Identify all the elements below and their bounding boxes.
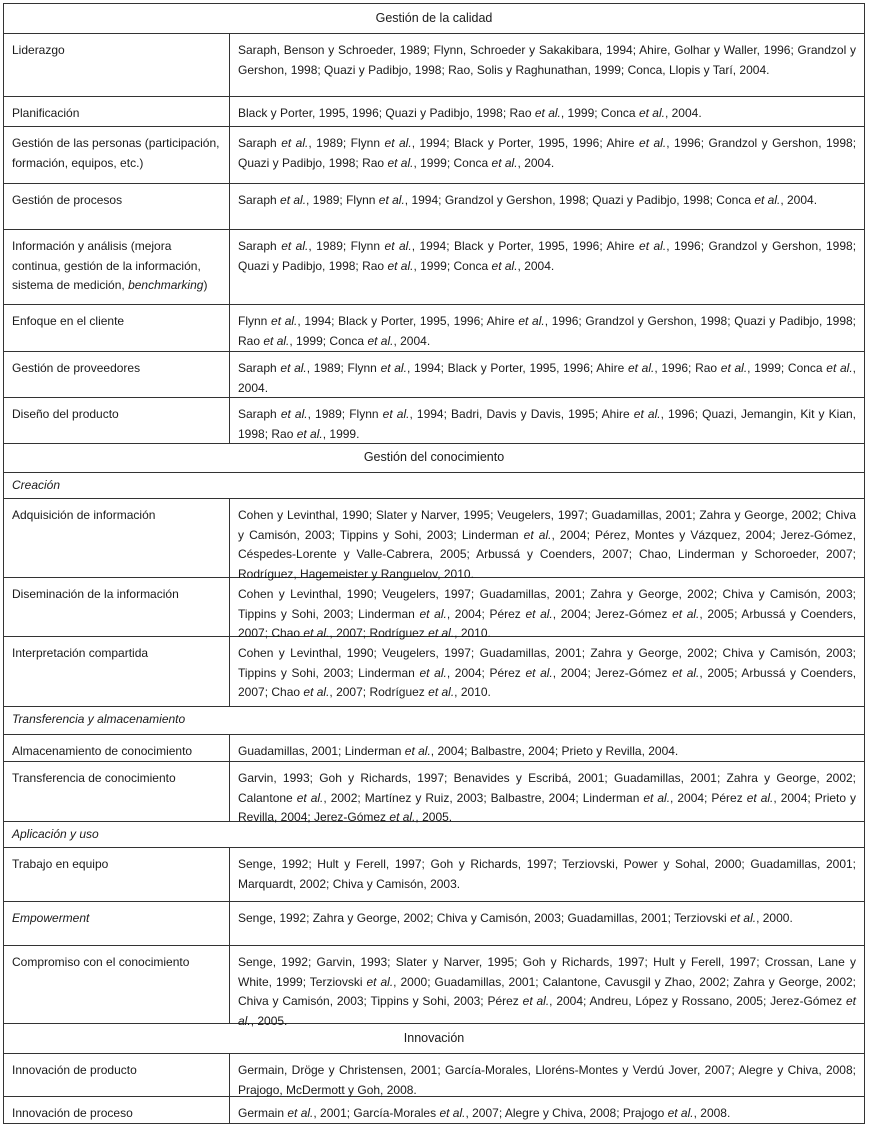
table-row [4, 33, 864, 96]
dimension-label: Transferencia de conocimiento [4, 762, 230, 821]
table-row [4, 304, 864, 351]
dimension-label: Información y análisis (mejora continua, gestión de la información, sistema de medición, benchmarking) [4, 230, 230, 304]
dimension-label: Innovación de producto [4, 1054, 230, 1096]
subsection-header-transferencia-y-almacenamiento: Transferencia y almacenamiento [4, 706, 864, 734]
references-cell: Black y Porter, 1995, 1996; Quazi y Padibjo, 1998; Rao et al., 1999; Conca et al., 2004. [238, 106, 702, 120]
table-row [4, 126, 864, 183]
references-cell: Guadamillas, 2001; Linderman et al., 2004; Balbastre, 2004; Prieto y Revilla, 2004. [238, 744, 679, 758]
table-row [4, 1096, 864, 1123]
table-row [4, 761, 864, 824]
references-cell: Cohen y Levinthal, 1990; Slater y Narver, 1995; Veugelers, 1997; Guadamillas, 2001; Zahra y George, 2002; Chiva y Camisón, 2003; Tippins y Sohi, 2003; Linderman et al., 2004; Pérez, Montes y Vázquez, 2004; Jerez-Gómez, Céspedes-Lorente y Valle-Cabrera, 2005; Arbussá y Coenders, 2007; Chao, Linderman y Schoroeder, 2007; Rodríguez, Hagemeister y Ranguelov, 2010. [238, 508, 856, 581]
dimension-label: Liderazgo [4, 34, 230, 96]
table-row [4, 351, 864, 397]
dimension-label: Gestión de procesos [4, 184, 230, 229]
dimension-label: Trabajo en equipo [4, 848, 230, 901]
dimension-label: Almacenamiento de conocimiento [4, 735, 230, 761]
section-header-gestion-de-la-calidad: Gestión de la calidad [375, 10, 493, 25]
table-row [4, 397, 864, 443]
references-cell: Cohen y Levinthal, 1990; Veugelers, 1997; Guadamillas, 2001; Zahra y George, 2002; Chiva y Camisón, 2003; Tippins y Sohi, 2003; Linderman et al., 2004; Pérez et al., 2004; Jerez-Gómez et al., 2005; Arbussá y Coenders, 2007; Chao et al., 2007; Rodríguez et al., 2010. [238, 646, 857, 699]
references-cell: Saraph, Benson y Schroeder, 1989; Flynn, Schroeder y Sakakibara, 1994; Ahire, Golhar y Waller, 1996; Grandzol y Gershon, 1998; Quazi y Padibjo, 1998; Rao, Solis y Raghunathan, 1999; Conca, Llopis y Tarí, 2004. [238, 43, 856, 77]
table-row [4, 229, 864, 304]
references-cell: Senge, 1992; Zahra y George, 2002; Chiva y Camisón, 2003; Guadamillas, 2001; Terziovski et al., 2000. [238, 911, 793, 925]
section-header-gestion-del-conocimiento: Gestión del conocimiento [4, 443, 864, 472]
references-cell: Saraph et al., 1989; Flynn et al., 1994; Badri, Davis y Davis, 1995; Ahire et al., 1996; Quazi, Jemangin, Kit y Kian, 1998; Rao et al., 1999. [238, 407, 857, 441]
dimension-label: Adquisición de información [4, 499, 230, 577]
references-cell: Germain, Dröge y Christensen, 2001; García-Morales, Lloréns-Montes y Verdú Jover, 2007; Alegre y Chiva, 2008; Prajogo, McDermott y Goh, 2008. [238, 1063, 856, 1097]
table-row [4, 636, 864, 706]
dimension-label: Planificación [4, 97, 230, 126]
literature-table [3, 3, 865, 1124]
dimension-label: Innovación de proceso [4, 1097, 230, 1123]
references-cell: Saraph et al., 1989; Flynn et al., 1994; Black y Porter, 1995, 1996; Ahire et al., 1996; Rao et al., 1999; Conca et al., 2004. [238, 361, 857, 395]
references-cell: Saraph et al., 1989; Flynn et al., 1994; Black y Porter, 1995, 1996; Ahire et al., 1996; Grandzol y Gershon, 1998; Quazi y Padibjo, 1998; Rao et al., 1999; Conca et al., 2004. [238, 136, 857, 170]
section-header-innovacion: Innovación [4, 1023, 864, 1053]
references-cell: Senge, 1992; Hult y Ferell, 1997; Goh y Richards, 1997; Terziovski, Power y Sohal, 2000; Guadamillas, 2001; Marquardt, 2002; Chiva y Camisón, 2003. [238, 857, 856, 891]
table-row [4, 498, 864, 581]
table-row [4, 945, 864, 1028]
dimension-label: Empowerment [4, 902, 230, 945]
dimension-label: Diseño del producto [4, 398, 230, 443]
dimension-label: Gestión de proveedores [4, 352, 230, 397]
dimension-label: Enfoque en el cliente [4, 305, 230, 351]
dimension-label: Compromiso con el conocimiento [4, 946, 230, 1023]
table-row [4, 847, 864, 901]
references-cell: Saraph et al., 1989; Flynn et al., 1994; Grandzol y Gershon, 1998; Quazi y Padibjo, 1998; Conca et al., 2004. [238, 193, 818, 207]
dimension-label: Interpretación compartida [4, 637, 230, 706]
subsection-header-creacion: Creación [4, 472, 864, 498]
table-row [4, 183, 864, 229]
table-row [4, 1053, 864, 1096]
table-row [4, 734, 864, 761]
references-cell: Saraph et al., 1989; Flynn et al., 1994; Black y Porter, 1995, 1996; Ahire et al., 1996; Grandzol y Gershon, 1998; Quazi y Padibjo, 1998; Rao et al., 1999; Conca et al., 2004. [238, 239, 857, 273]
dimension-label: Gestión de las personas (participación, formación, equipos, etc.) [4, 127, 230, 183]
table-row [4, 577, 864, 640]
table-row [4, 901, 864, 945]
references-cell: Garvin, 1993; Goh y Richards, 1997; Benavides y Escribá, 2001; Guadamillas, 2001; Zahra y George, 2002; Calantone et al., 2002; Martínez y Ruiz, 2003; Balbastre, 2004; Linderman et al., 2004; Pérez et al., 2004; Prieto y Revilla, 2004; Jerez-Gómez et al., 2005. [238, 771, 857, 824]
references-cell: Cohen y Levinthal, 1990; Veugelers, 1997; Guadamillas, 2001; Zahra y George, 2002; Chiva y Camisón, 2003; Tippins y Sohi, 2003; Linderman et al., 2004; Pérez et al., 2004; Jerez-Gómez et al., 2005; Arbussá y Coenders, 2007; Chao et al., 2007; Rodríguez et al., 2010. [238, 587, 857, 640]
dimension-label: Diseminación de la información [4, 578, 230, 636]
references-cell: Senge, 1992; Garvin, 1993; Slater y Narver, 1995; Goh y Richards, 1997; Hult y Ferell, 1997; Crossan, Lane y White, 1999; Terziovski et al., 2000; Guadamillas, 2001; Calantone, Cavusgil y Zhao, 2002; Zahra y George, 2002; Chiva y Camisón, 2003; Tippins y Sohi, 2003; Pérez et al., 2004; Andreu, López y Rossano, 2005; Jerez-Gómez et al., 2005. [238, 955, 857, 1028]
table-row [4, 96, 864, 126]
references-cell: Flynn et al., 1994; Black y Porter, 1995, 1996; Ahire et al., 1996; Grandzol y Gershon, 1998; Quazi y Padibjo, 1998; Rao et al., 1999; Conca et al., 2004. [238, 314, 857, 348]
subsection-header-aplicacion-y-uso: Aplicación y uso [4, 821, 864, 847]
references-cell: Germain et al., 2001; García-Morales et al., 2007; Alegre y Chiva, 2008; Prajogo et al., 2008. [238, 1106, 731, 1120]
